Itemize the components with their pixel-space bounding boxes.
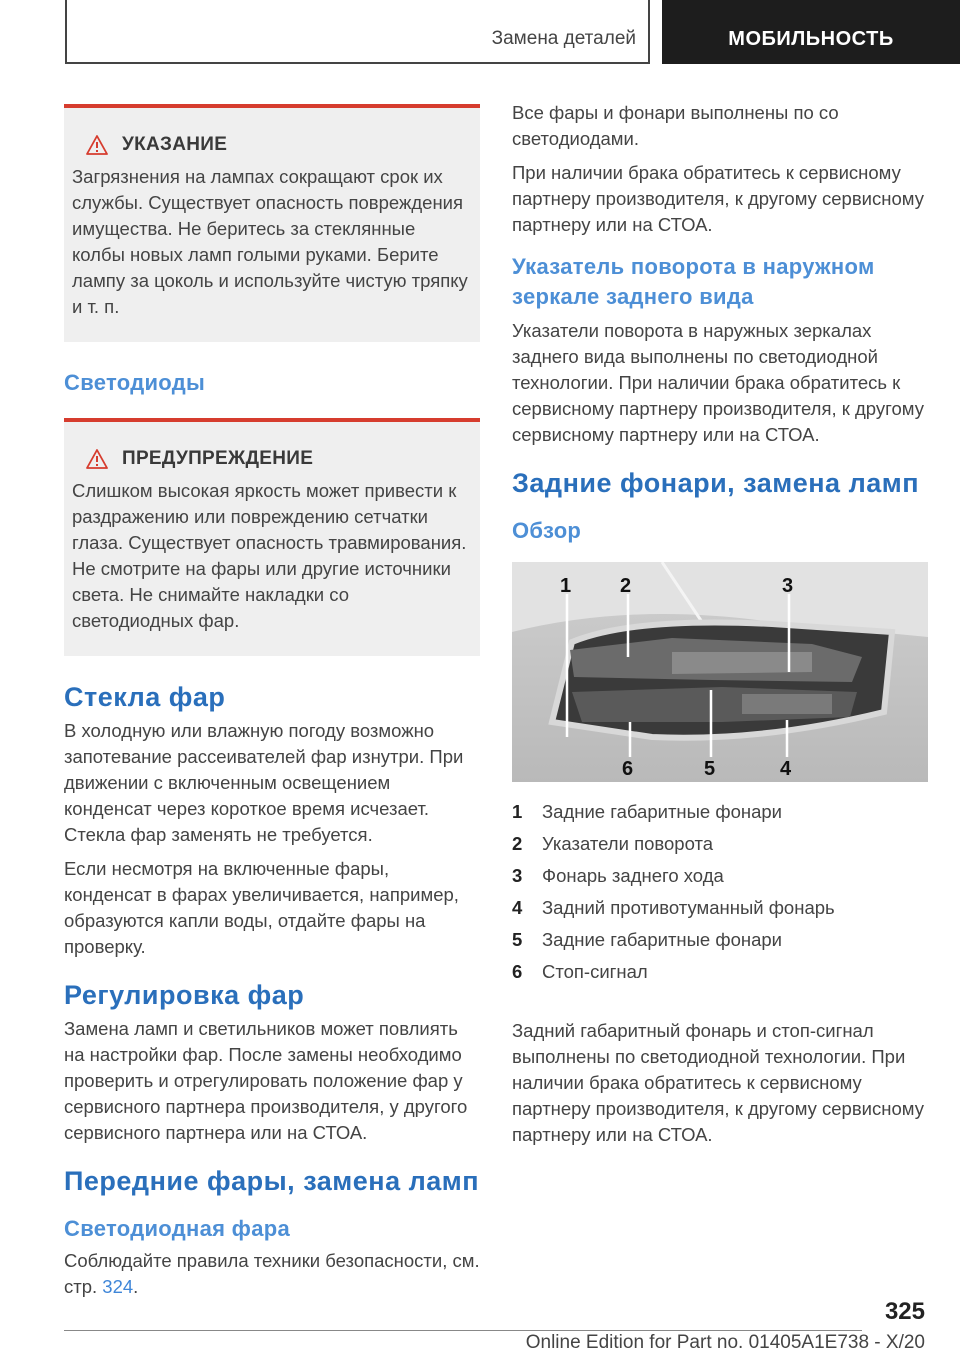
page-link[interactable]: 324 — [102, 1276, 134, 1297]
legend-item — [512, 892, 928, 924]
paragraph-mirror: Указатели поворота в наружных зеркалах заднего вида выполнены по светодиодной технологии. При наличии брака обратитесь к сервисному партнеру производителя, к другому сервисному партнеру или на СТОА. — [512, 320, 924, 445]
warning-triangle-icon — [86, 449, 108, 469]
legend-item — [512, 828, 928, 860]
paragraph-led-headlight: Соблюдайте правила техники безопасности, см. стр. 324. — [64, 1250, 480, 1297]
figure-legend — [512, 796, 928, 988]
paragraph-outro: Задний габаритный фонарь и стоп-сигнал выполнены по светодиодной технологии. При наличии брака обратитесь к сервисному партнеру производителя, к другому сервисному партнеру или на СТОА. — [512, 1020, 924, 1145]
legend-text: Фонарь заднего хода — [542, 865, 724, 886]
warning-box — [64, 418, 480, 656]
section-heading-leds: Светодиоды — [64, 370, 206, 395]
paragraph-intro-2: При наличии брака обратитесь к сервисному партнеру производителя, к другому сервисному партнеру или на СТОА. — [512, 162, 924, 235]
section-heading-front-lamps: Передние фары, замена ламп — [64, 1166, 480, 1196]
notice-title: УКАЗАНИЕ — [122, 134, 228, 155]
section-heading-mirror: Указатель поворота в наружном зеркале заднего вида — [512, 254, 875, 309]
rear-lamp-illustration — [512, 562, 928, 782]
paragraph-intro-1: Все фары и фонари выполнены по со светодиодами. — [512, 102, 839, 149]
legend-number: 3 — [512, 865, 523, 886]
section-heading-adjust: Регулировка фар — [64, 980, 305, 1010]
warning-header — [72, 448, 472, 470]
legend-item — [512, 956, 928, 988]
safety-text: Соблюдайте правила техники безопасности, см. стр. — [64, 1250, 480, 1297]
legend-number: 4 — [512, 897, 523, 918]
notice-text: Загрязнения на лампах сокращают срок их службы. Существует опасность повреждения имущества. Не беритесь за стеклянные колбы новых ламп голыми руками. Берите лампу за цоколь и используйте чистую тряпку и т. п. — [72, 166, 468, 317]
figure-label-2: 2 — [620, 575, 632, 597]
legend-number: 2 — [512, 833, 523, 854]
warning-text: Слишком высокая яркость может привести к раздражению или повреждению сетчатки глаза. Существует опасность травмирования. Не смотрите на фары или другие источники света. Не снимайте накладки со светодиодных фар. — [72, 480, 467, 631]
legend-text: Задний противотуманный фонарь — [542, 897, 835, 918]
page-number: 325 — [884, 1298, 925, 1325]
header-chapter-title: МОБИЛЬНОСТЬ — [728, 28, 894, 50]
legend-text: Задние габаритные фонари — [542, 801, 783, 822]
warning-triangle-icon — [86, 135, 108, 155]
legend-number: 5 — [512, 929, 523, 950]
legend-item — [512, 860, 928, 892]
figure-label-6: 6 — [622, 758, 634, 780]
header-section-title: Замена деталей — [491, 28, 636, 49]
notice-box — [64, 104, 480, 342]
legend-item — [512, 924, 928, 956]
figure-label-4: 4 — [780, 758, 792, 780]
legend-text: Указатели поворота — [542, 833, 714, 854]
legend-number: 1 — [512, 801, 523, 822]
notice-header — [72, 134, 472, 156]
legend-number: 6 — [512, 961, 523, 982]
section-heading-glass: Стекла фар — [64, 682, 226, 712]
warning-title: ПРЕДУПРЕЖДЕНИЕ — [122, 448, 314, 469]
figure-label-5: 5 — [704, 758, 716, 780]
left-column — [64, 104, 480, 1300]
legend-text: Стоп-сигнал — [542, 961, 648, 982]
rear-lamp-figure — [512, 562, 928, 782]
figure-label-3: 3 — [782, 575, 794, 597]
edition-text: Online Edition for Part no. 01405A1E738 - X/20 — [525, 1332, 925, 1353]
header-section-box — [65, 0, 650, 64]
header-chapter-tab — [662, 0, 960, 64]
section-heading-rear-lamps: Задние фонари, замена ламп — [512, 468, 920, 498]
subheading-led-headlight: Светодиодная фара — [64, 1216, 291, 1241]
footer-divider — [64, 1330, 862, 1331]
legend-text: Задние габаритные фонари — [542, 929, 783, 950]
legend-item — [512, 796, 928, 828]
subheading-overview: Обзор — [512, 518, 582, 543]
right-column — [512, 100, 928, 1148]
figure-label-1: 1 — [560, 575, 572, 597]
paragraph-adjust: Замена ламп и светильников может повлиять на настройки фар. После замены необходимо проверить и отрегулировать положение фар у сервисного партнера производителя, у другого сервисного партнера или на СТОА. — [64, 1018, 468, 1143]
paragraph-glass-1: В холодную или влажную погоду возможно запотевание рассеивателей фар изнутри. При движении с включенным освещением конденсат через короткое время исчезает. Стекла фар заменять не требуется. — [64, 720, 464, 845]
paragraph-glass-2: Если несмотря на включенные фары, конденсат в фарах увеличивается, например, образуются капли воды, отдайте фары на проверку. — [64, 858, 459, 957]
